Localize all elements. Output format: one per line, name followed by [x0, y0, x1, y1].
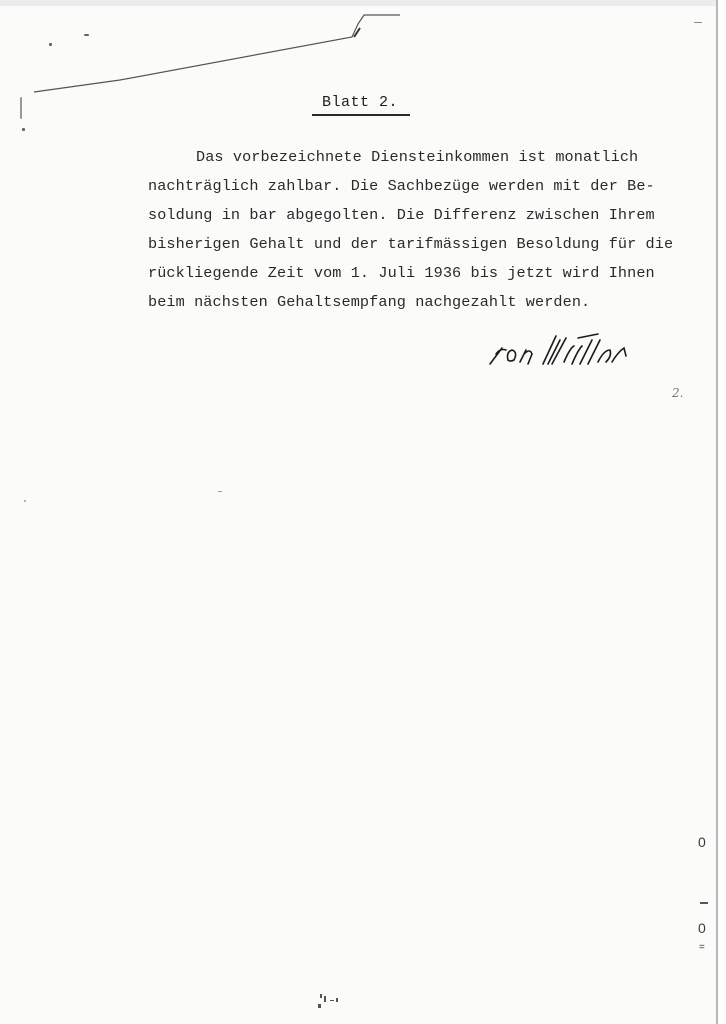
scan-speck: [84, 34, 89, 36]
body-line: Das vorbezeichnete Diensteinkommen ist monatlich: [196, 148, 639, 166]
margin-dash: [700, 902, 708, 904]
body-line: rückliegende Zeit vom 1. Juli 1936 bis jetzt wird Ihnen: [148, 264, 655, 282]
margin-mark: 0: [698, 834, 706, 850]
body-line: bisherigen Gehalt und der tarifmässigen Besoldung für die: [148, 235, 674, 253]
header-underline: [312, 114, 410, 116]
handwritten-signature: [488, 330, 658, 370]
scan-speck: [24, 500, 26, 502]
scan-speck: [218, 491, 222, 492]
ink-smudge: [312, 990, 352, 1014]
page-number-mark: 2.: [672, 386, 684, 400]
page-header-title: Blatt 2.: [322, 94, 399, 111]
scan-speck: [694, 22, 702, 23]
margin-double-bar: =: [699, 942, 705, 953]
scan-speck: [49, 43, 52, 46]
scan-speck: [22, 128, 25, 131]
document-body: [148, 143, 678, 317]
scan-margin: [718, 0, 726, 1024]
body-line: beim nächsten Gehaltsempfang nachgezahlt werden.: [148, 293, 591, 311]
body-line: nachträglich zahlbar. Die Sachbezüge werden mit der Be-: [148, 177, 655, 195]
scan-speck: [20, 97, 22, 119]
body-line: soldung in bar abgegolten. Die Differenz zwischen Ihrem: [148, 206, 655, 224]
margin-mark: 0: [698, 920, 706, 936]
